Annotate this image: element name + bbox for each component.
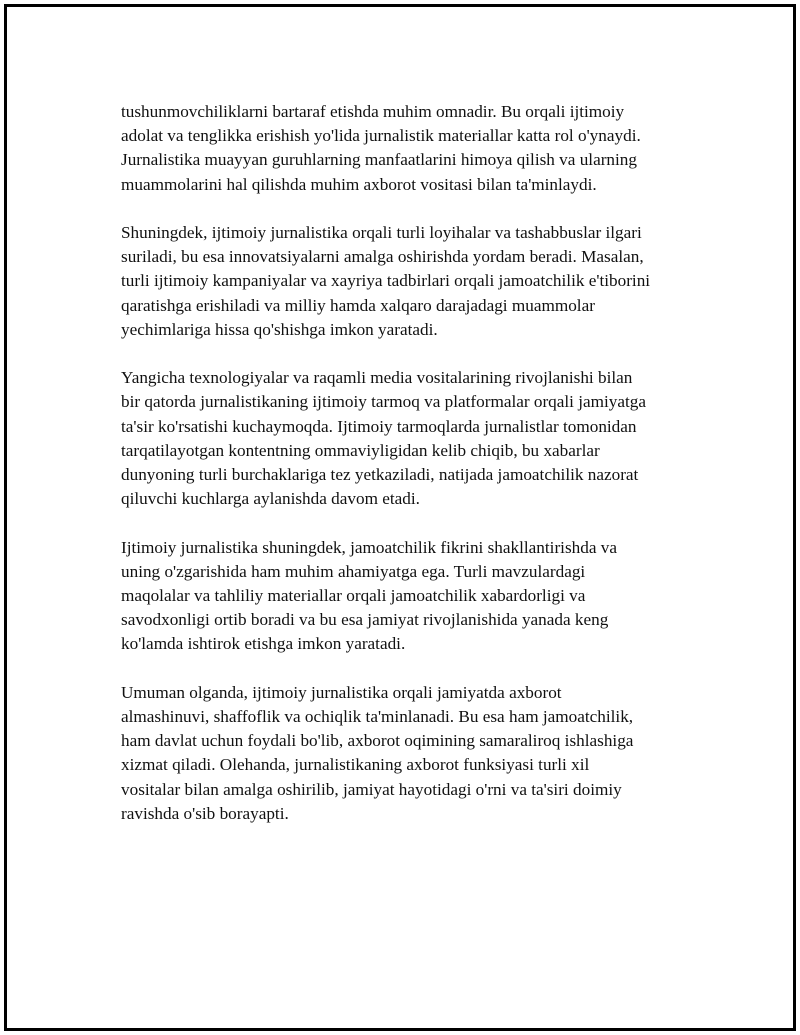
text-line: muammolarini hal qilishda muhim axborot vositasi bilan ta'minlaydi. — [121, 174, 597, 194]
text-line: Ijtimoiy jurnalistika shuningdek, jamoatchilik fikrini shakllantirishda va — [121, 537, 617, 557]
text-line: uning o'zgarishida ham muhim ahamiyatga ega. Turli mavzulardagi — [121, 561, 586, 581]
text-line: ravishda o'sib borayapti. — [121, 803, 289, 823]
text-line: qaratishga erishiladi va milliy hamda xalqaro darajadagi muammolar — [121, 295, 595, 315]
document-body — [121, 100, 691, 850]
paragraph-5 — [121, 681, 691, 826]
text-line: Yangicha texnologiyalar va raqamli media vositalarining rivojlanishi bilan — [121, 368, 633, 388]
page-frame — [4, 4, 796, 1031]
text-line: savodxonligi ortib boradi va bu esa jamiyat rivojlanishida yanada keng — [121, 610, 609, 630]
text-line: vositalar bilan amalga oshirilib, jamiyat hayotidagi o'rni va ta'siri doimiy — [121, 779, 622, 799]
text-line: adolat va tenglikka erishish yo'lida jurnalistik materiallar katta rol o'ynaydi. — [121, 126, 641, 146]
text-line: tarqatilayotgan kontentning ommaviyligidan kelib chiqib, bu xabarlar — [121, 440, 600, 460]
text-line: dunyoning turli burchaklariga tez yetkaziladi, natijada jamoatchilik nazorat — [121, 465, 639, 485]
text-line: ham davlat uchun foydali bo'lib, axborot oqimining samaraliroq ishlashiga — [121, 731, 634, 751]
text-line: tushunmovchiliklarni bartaraf etishda muhim omnadir. Bu orqali ijtimoiy — [121, 102, 625, 121]
text-line: yechimlariga hissa qo'shishga imkon yaratadi. — [121, 319, 438, 339]
text-line: suriladi, bu esa innovatsiyalarni amalga oshirishda yordam beradi. Masalan, — [121, 247, 644, 267]
text-line: almashinuvi, shaffoflik va ochiqlik ta'minlanadi. Bu esa ham jamoatchilik, — [121, 707, 634, 727]
text-line: maqolalar va tahliliy materiallar orqali jamoatchilik xabardorligi va — [121, 586, 586, 606]
text-line: bir qatorda jurnalistikaning ijtimoiy tarmoq va platformalar orqali jamiyatga — [121, 392, 647, 412]
paragraph-2 — [121, 221, 691, 342]
text-line: Umuman olganda, ijtimoiy jurnalistika orqali jamiyatda axborot — [121, 682, 562, 702]
text-line: ko'lamda ishtirok etishga imkon yaratadi. — [121, 634, 406, 654]
text-line: Shuningdek, ijtimoiy jurnalistika orqali turli loyihalar va tashabbuslar ilgari — [121, 223, 642, 242]
text-line: ta'sir ko'rsatishi kuchaymoqda. Ijtimoiy tarmoqlarda jurnalistlar tomonidan — [121, 416, 637, 436]
paragraph-3 — [121, 366, 691, 511]
text-line: xizmat qiladi. Olehanda, jurnalistikaning axborot funksiyasi turli xil — [121, 755, 590, 775]
paragraph-1 — [121, 100, 691, 197]
text-line: Jurnalistika muayyan guruhlarning manfaatlarini himoya qilish va ularning — [121, 150, 637, 170]
paragraph-4 — [121, 536, 691, 657]
text-line: turli ijtimoiy kampaniyalar va xayriya tadbirlari orqali jamoatchilik e'tiborini — [121, 271, 651, 291]
text-line: qiluvchi kuchlarga aylanishda davom etadi. — [121, 489, 420, 509]
